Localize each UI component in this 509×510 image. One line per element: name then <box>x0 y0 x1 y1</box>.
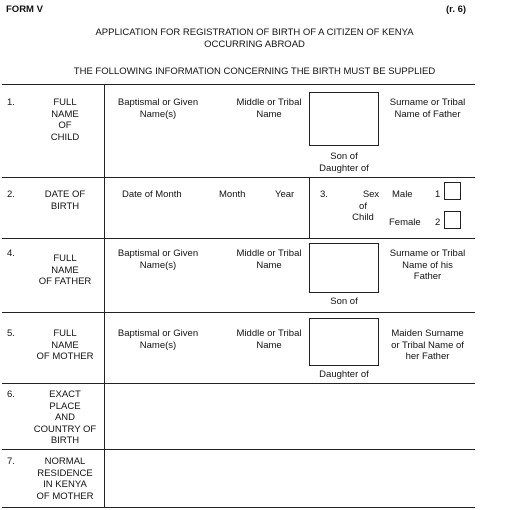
residence-field[interactable] <box>106 451 474 505</box>
row1-number: 1. <box>7 97 15 108</box>
male-code: 1 <box>435 189 441 200</box>
rule-row4-bottom <box>2 312 475 313</box>
rule-top <box>2 84 475 85</box>
place-of-birth-field[interactable] <box>106 385 474 447</box>
row6-label: EXACT PLACE AND COUNTRY OF BIRTH <box>33 389 97 446</box>
row6-number: 6. <box>7 389 15 400</box>
row2-number: 2. <box>7 189 15 200</box>
row5-number: 5. <box>7 328 15 339</box>
date-of-month-label: Date of Month <box>122 189 182 200</box>
year-label: Year <box>275 189 295 200</box>
row4-number: 4. <box>7 248 15 259</box>
row5-label: FULL NAME OF MOTHER <box>36 328 94 362</box>
female-checkbox[interactable] <box>444 211 461 229</box>
row7-label: NORMAL RESIDENCE IN KENYA OF MOTHER <box>36 456 94 502</box>
female-code: 2 <box>435 217 441 228</box>
row5-surname-label: Maiden Surname or Tribal Name of her Father <box>391 328 464 362</box>
female-label: Female <box>389 217 421 228</box>
form-title-line1: APPLICATION FOR REGISTRATION OF BIRTH OF A CITIZEN OF KENYA <box>95 27 414 38</box>
row5-middle-name-label: Middle or Tribal Name <box>236 328 302 351</box>
row1-middle-name-label: Middle or Tribal Name <box>236 97 302 120</box>
child-son-daughter-box[interactable] <box>309 92 379 146</box>
form-instruction: THE FOLLOWING INFORMATION CONCERNING THE BIRTH MUST BE SUPPLIED <box>73 66 436 77</box>
row4-middle-name-label: Middle or Tribal Name <box>236 248 302 271</box>
sex-column-divider <box>309 177 310 238</box>
row5-daughter-of-label: Daughter of <box>319 369 369 380</box>
rule-row7-bottom <box>2 507 475 508</box>
row4-given-name-label: Baptismal or Given Name(s) <box>117 248 199 271</box>
rule-reference: (r. 6) <box>446 4 467 15</box>
form-title-line2: OCCURRING ABROAD <box>204 39 305 50</box>
label-column-divider <box>104 84 105 507</box>
form-label: FORM V <box>6 4 43 15</box>
row3-number: 3. <box>320 189 328 200</box>
rule-row2-bottom <box>2 238 475 239</box>
row1-given-name-label: Baptismal or Given Name(s) <box>117 97 199 120</box>
rule-row1-bottom <box>2 177 475 178</box>
male-label: Male <box>392 189 413 200</box>
father-son-of-box[interactable] <box>309 243 379 293</box>
sex-of-child-label: Sex of Child <box>352 189 380 223</box>
row1-surname-label: Surname or Tribal Name of Father <box>389 97 466 120</box>
rule-row5-bottom <box>2 383 475 384</box>
row2-label: DATE OF BIRTH <box>44 189 86 212</box>
row4-label: FULL NAME OF FATHER <box>38 253 92 287</box>
row1-label: FULL NAME OF CHILD <box>50 97 80 143</box>
rule-row6-bottom <box>2 449 475 450</box>
row7-number: 7. <box>7 456 15 467</box>
row5-given-name-label: Baptismal or Given Name(s) <box>117 328 199 351</box>
mother-daughter-of-box[interactable] <box>309 318 379 366</box>
row4-son-of-label: Son of <box>330 296 358 307</box>
row1-son-daughter-label: Son of Daughter of <box>319 151 369 174</box>
male-checkbox[interactable] <box>444 182 461 200</box>
month-label: Month <box>219 189 246 200</box>
row4-surname-label: Surname or Tribal Name of his Father <box>389 248 466 282</box>
